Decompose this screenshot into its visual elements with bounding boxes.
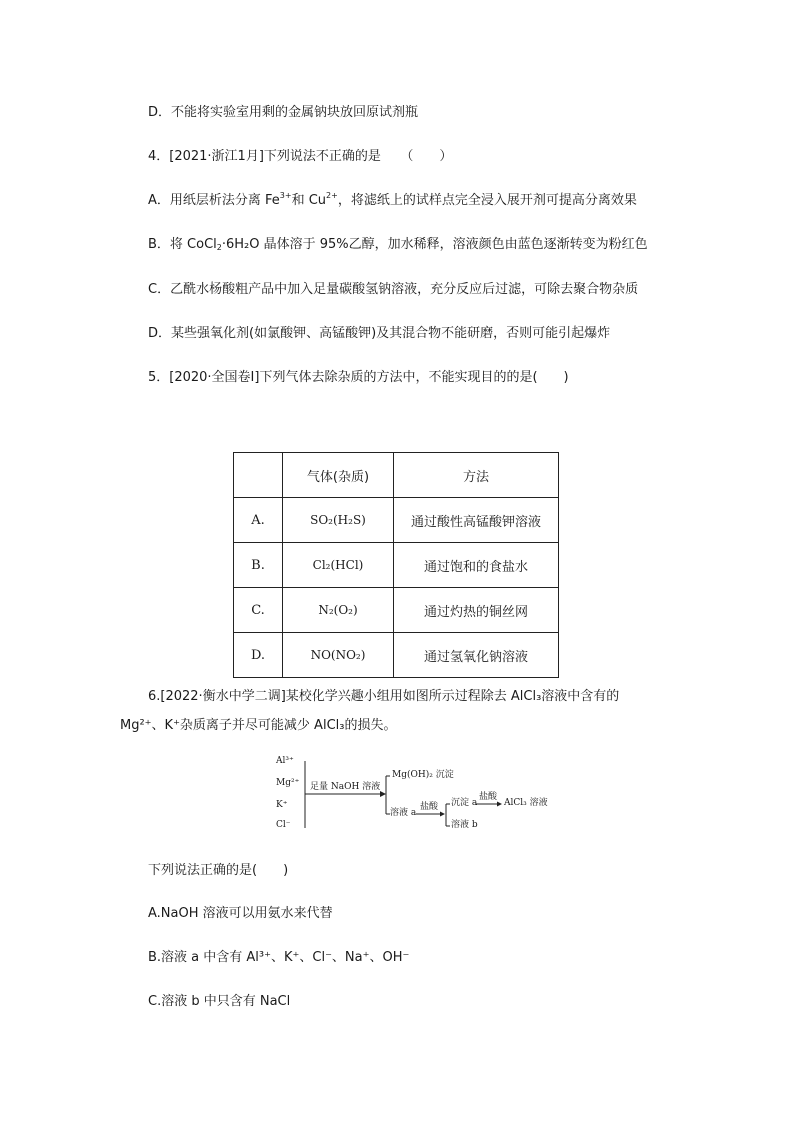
hydrochloric-acid-label-2: 盐酸 (479, 792, 498, 802)
solution-b-label: 溶液 b (451, 820, 478, 830)
precipitate-a-label: 沉淀 a (451, 798, 478, 808)
table-cell-gas: Cl₂(HCl) (283, 543, 394, 588)
q4-option-a-charge-2: 2+ (326, 191, 338, 200)
mg-oh2-precipitate-label: Mg(OH)₂ 沉淀 (392, 770, 454, 780)
q6-option-c: C.溶液 b 中只含有 NaCl (148, 994, 291, 1009)
flow-diagram-lines (276, 756, 556, 836)
reagent-naoh-label: 足量 NaOH 溶液 (310, 782, 381, 792)
q4-option-a (148, 192, 637, 210)
table-row (234, 588, 559, 633)
table-cell-gas: N₂(O₂) (283, 588, 394, 633)
q5-stem: 5．[2020·全国卷Ⅰ]下列气体去除杂质的方法中，不能实现目的的是( ) (148, 370, 569, 385)
table-cell-method: 通过饱和的食盐水 (394, 543, 559, 588)
q4-option-b-text-2: ·6H₂O 晶体溶于 95%乙醇，加水稀释，溶液颜色由蓝色逐渐转变为粉红色 (221, 237, 648, 252)
q3-option-d: D．不能将实验室用剩的金属钠块放回原试剂瓶 (148, 105, 419, 120)
table-cell-gas: NO(NO₂) (283, 633, 394, 678)
ion-label: Al³⁺ (276, 756, 294, 766)
alcl3-solution-label: AlCl₃ 溶液 (504, 798, 548, 808)
table-header-cell (234, 453, 283, 498)
ion-label: Cl⁻ (276, 820, 291, 830)
q4-option-d: D．某些强氧化剂(如氯酸钾、高锰酸钾)及其混合物不能研磨，否则可能引起爆炸 (148, 326, 611, 341)
ion-label: K⁺ (276, 800, 288, 810)
table-cell-method: 通过氢氧化钠溶液 (394, 633, 559, 678)
q4-option-a-text-2: 和 Cu (291, 193, 327, 208)
q5-table (233, 452, 559, 678)
table-row (234, 633, 559, 678)
table-cell-gas: SO₂(H₂S) (283, 498, 394, 543)
q4-option-a-text-1: A．用纸层析法分离 Fe (148, 193, 280, 208)
table-cell-label: D. (234, 633, 283, 678)
q4-option-a-text-3: ，将滤纸上的试样点完全浸入展开剂可提高分离效果 (337, 193, 637, 208)
acid-arrow-2-head (497, 802, 502, 807)
table-cell-label: B. (234, 543, 283, 588)
q4-option-b-text-1: B．将 CoCl (148, 237, 217, 252)
ion-label: Mg²⁺ (276, 778, 300, 788)
table-header-cell: 气体(杂质) (283, 453, 394, 498)
table-cell-label: C. (234, 588, 283, 633)
table-cell-label: A. (234, 498, 283, 543)
q6-flow-diagram (276, 756, 556, 836)
hydrochloric-acid-label: 盐酸 (420, 802, 439, 812)
solution-a-label: 溶液 a (390, 808, 417, 818)
table-row (234, 498, 559, 543)
q6-option-a: A.NaOH 溶液可以用氨水来代替 (148, 906, 333, 921)
table-header-row (234, 453, 559, 498)
table-cell-method: 通过灼热的铜丝网 (394, 588, 559, 633)
table-header-cell: 方法 (394, 453, 559, 498)
q4-option-a-charge-1: 3+ (279, 191, 292, 200)
q4-option-c: C．乙酰水杨酸粗产品中加入足量碳酸氢钠溶液，充分反应后过滤，可除去聚合物杂质 (148, 282, 639, 297)
acid-arrow-head (440, 812, 445, 817)
main-arrow-head (380, 791, 386, 797)
q6-stem-line-1: 6.[2022·衡水中学二调]某校化学兴趣小组用如图所示过程除去 AlCl₃溶液中含有的 (148, 689, 620, 704)
q4-option-b (148, 236, 648, 254)
table-cell-method: 通过酸性高锰酸钾溶液 (394, 498, 559, 543)
q6-option-b: B.溶液 a 中含有 Al³⁺、K⁺、Cl⁻、Na⁺、OH⁻ (148, 950, 410, 965)
q6-stem-line-2: Mg²⁺、K⁺杂质离子并尽可能减少 AlCl₃的损失。 (120, 718, 397, 733)
q4-stem: 4．[2021·浙江1月]下列说法不正确的是 （ ） (148, 149, 453, 164)
q6-question: 下列说法正确的是( ) (148, 863, 289, 878)
table-row (234, 543, 559, 588)
q4-option-b-subscript: 2 (216, 243, 222, 252)
